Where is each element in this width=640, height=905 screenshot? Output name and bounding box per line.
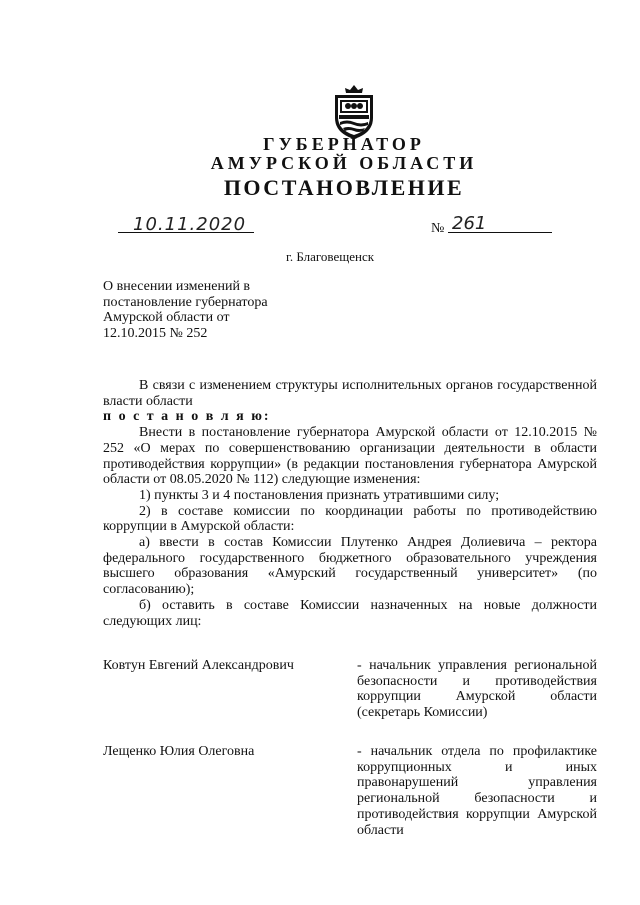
document-type: ПОСТАНОВЛЕНИЕ (223, 175, 465, 200)
item-2b: б) оставить в составе Комиссии назначенных на новые должности следующих лиц: (103, 597, 597, 629)
document-number: 261 (452, 213, 487, 234)
issuer-region: АМУРСКОЙ ОБЛАСТИ (210, 153, 478, 173)
date-underline (118, 232, 254, 233)
preamble: В связи с изменением структуры исполнительных органов государственной власти области (103, 378, 597, 409)
member-name: Ковтун Евгений Александрович (103, 658, 294, 673)
item-2a: а) ввести в состав Комиссии Плутенко Андрея Долиевича – ректора федерального государственного бюджетного образовательного учреждения высшего образования «Амурский государственный университет» (по согласованию); (103, 535, 597, 598)
member-role: - начальник отдела по профилактике коррупционных и иных правонарушений управления региональной безопасности и противодействия коррупции Амурской области (357, 744, 597, 838)
subject-line: постановление губернатора (103, 294, 268, 310)
paragraph-1: Внести в постановление губернатора Амурской области от 12.10.2015 № 252 «О мерах по совершенствованию организации деятельности в области противодействия коррупции» (в редакции постановления губернатора Амурской области от 08.05.2020 № 112) следующие изменения: (103, 425, 597, 488)
member-role: - начальник управления региональной безопасности и противодействия коррупции Амурской области (секретарь Комиссии) (357, 658, 597, 721)
document-body (103, 378, 597, 629)
member-name: Лещенко Юлия Олеговна (103, 744, 255, 759)
number-underline (448, 232, 552, 233)
issuer-title: ГУБЕРНАТОР (263, 134, 425, 154)
subject-line: О внесении изменений в (103, 279, 251, 294)
coat-of-arms-icon (330, 84, 378, 140)
subject-line: 12.10.2015 № 252 (103, 326, 208, 342)
item-1: 1) пункты 3 и 4 постановления признать утратившими силу; (139, 487, 500, 503)
number-sign: № (431, 221, 445, 236)
subject-line: Амурской области от (103, 310, 230, 326)
document-subject (103, 279, 333, 342)
item-2: 2) в составе комиссии по координации работы по противодействию коррупции в Амурской области: (103, 503, 597, 535)
decree-word: п о с т а н о в л я ю: (103, 409, 271, 425)
document-date: 10.11.2020 (133, 214, 247, 235)
city-label: г. Благовещенск (285, 249, 375, 264)
